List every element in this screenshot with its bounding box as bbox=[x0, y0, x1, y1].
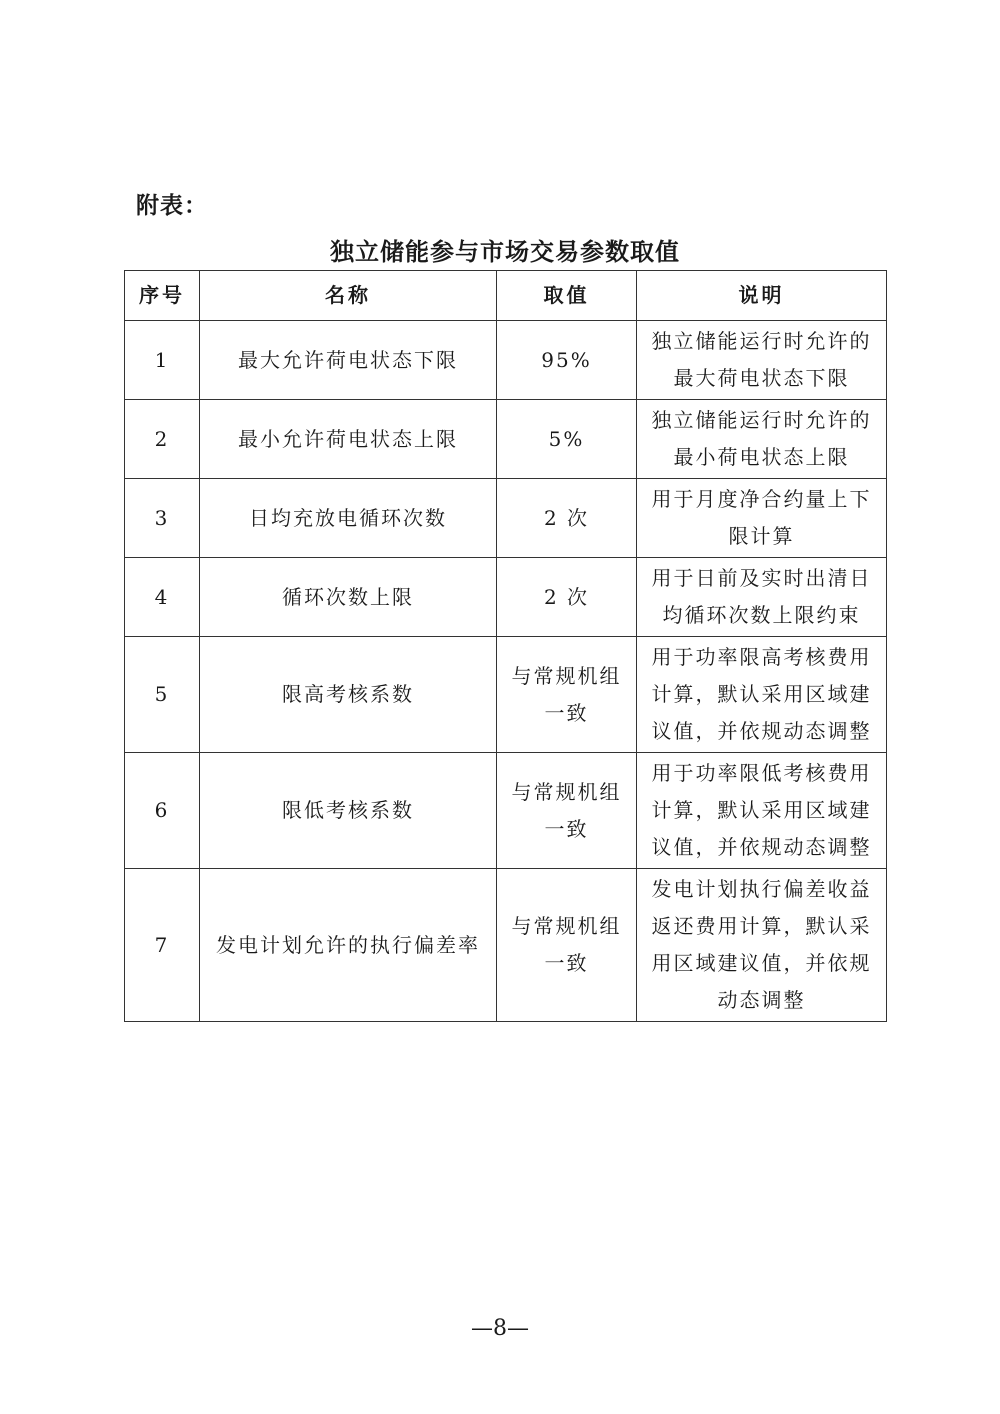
row-index: 7 bbox=[125, 869, 200, 1022]
parameters-table bbox=[124, 270, 887, 1022]
row-description: 独立储能运行时允许的最大荷电状态下限 bbox=[637, 321, 887, 400]
table-row bbox=[125, 637, 887, 753]
row-name: 最小允许荷电状态上限 bbox=[200, 400, 497, 479]
row-description: 发电计划执行偏差收益返还费用计算，默认采用区域建议值，并依规动态调整 bbox=[637, 869, 887, 1022]
row-index: 6 bbox=[125, 753, 200, 869]
row-description: 用于功率限高考核费用计算，默认采用区域建议值，并依规动态调整 bbox=[637, 637, 887, 753]
table-row bbox=[125, 558, 887, 637]
table-row bbox=[125, 479, 887, 558]
row-description: 独立储能运行时允许的最小荷电状态上限 bbox=[637, 400, 887, 479]
header-name: 名称 bbox=[200, 271, 497, 321]
row-index: 3 bbox=[125, 479, 200, 558]
row-index: 1 bbox=[125, 321, 200, 400]
row-description: 用于功率限低考核费用计算，默认采用区域建议值，并依规动态调整 bbox=[637, 753, 887, 869]
appendix-label: 附表： bbox=[136, 193, 208, 219]
row-index: 2 bbox=[125, 400, 200, 479]
table-header-row bbox=[125, 271, 887, 321]
row-value: 与常规机组一致 bbox=[497, 753, 637, 869]
header-description: 说明 bbox=[637, 271, 887, 321]
table-title: 独立储能参与市场交易参数取值 bbox=[330, 238, 680, 266]
row-value: 与常规机组一致 bbox=[497, 637, 637, 753]
table-row bbox=[125, 753, 887, 869]
row-value: 95% bbox=[497, 321, 637, 400]
table-row bbox=[125, 321, 887, 400]
row-value: 与常规机组一致 bbox=[497, 869, 637, 1022]
row-name: 循环次数上限 bbox=[200, 558, 497, 637]
row-name: 发电计划允许的执行偏差率 bbox=[200, 869, 497, 1022]
row-name: 最大允许荷电状态下限 bbox=[200, 321, 497, 400]
header-value: 取值 bbox=[497, 271, 637, 321]
header-index: 序号 bbox=[125, 271, 200, 321]
table-row bbox=[125, 400, 887, 479]
row-value: 2 次 bbox=[497, 558, 637, 637]
row-index: 5 bbox=[125, 637, 200, 753]
page-number: —8— bbox=[471, 1316, 529, 1341]
table-row bbox=[125, 869, 887, 1022]
row-name: 限低考核系数 bbox=[200, 753, 497, 869]
row-name: 限高考核系数 bbox=[200, 637, 497, 753]
row-description: 用于月度净合约量上下限计算 bbox=[637, 479, 887, 558]
row-value: 5% bbox=[497, 400, 637, 479]
row-value: 2 次 bbox=[497, 479, 637, 558]
row-name: 日均充放电循环次数 bbox=[200, 479, 497, 558]
row-index: 4 bbox=[125, 558, 200, 637]
row-description: 用于日前及实时出清日均循环次数上限约束 bbox=[637, 558, 887, 637]
